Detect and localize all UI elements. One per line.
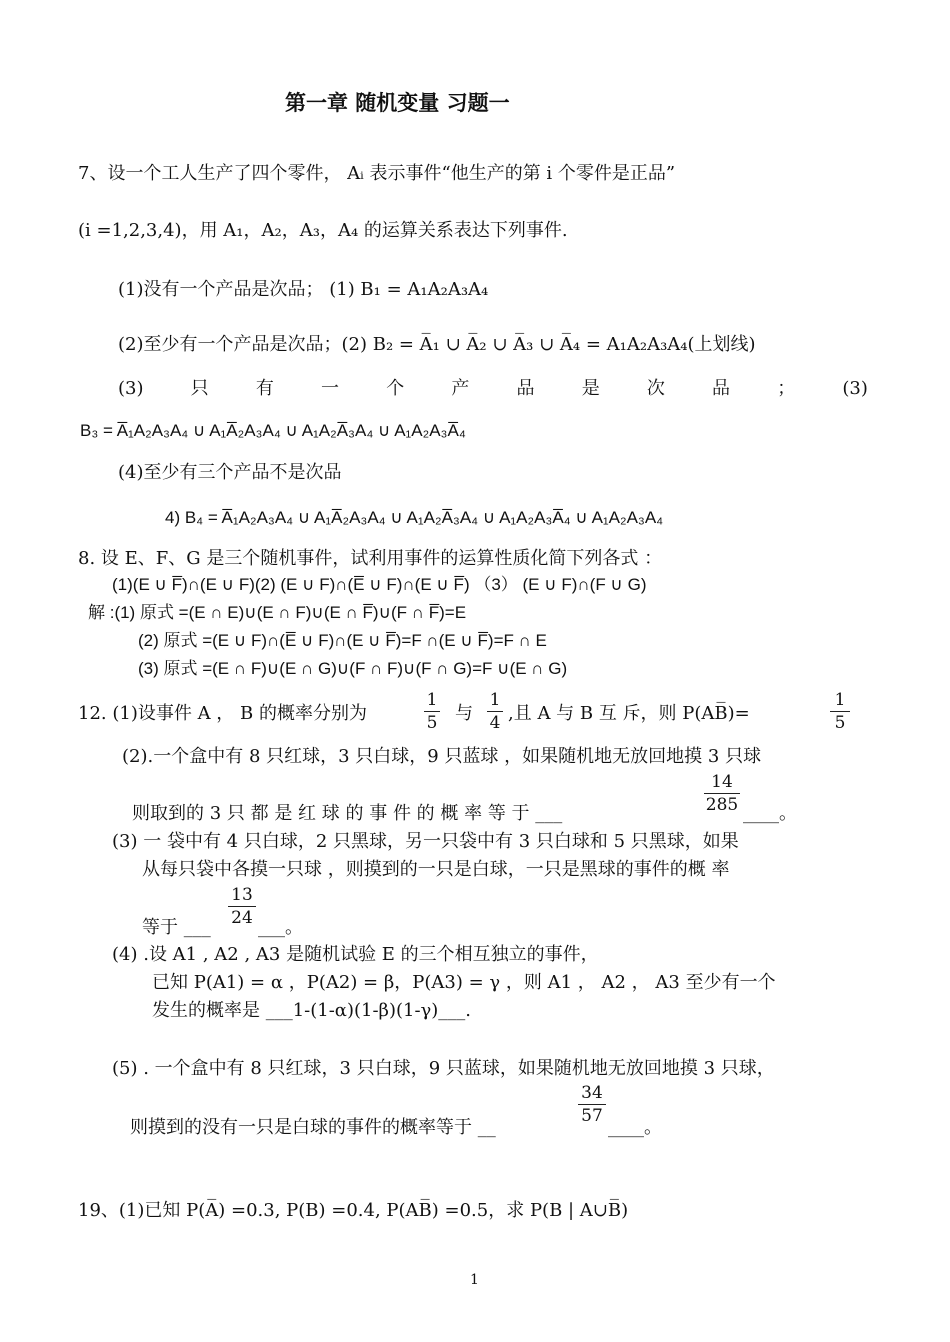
fraction-denominator: 57: [581, 1106, 603, 1126]
q12-p1-text: 12. (1)设事件 A ， B 的概率分别为: [78, 703, 367, 724]
q12-p2-line1: (2).一个盒中有 8 只红球，3 只白球，9 只蓝球 ，如果随机地无放回地摸 3 只球: [122, 746, 762, 767]
fraction-bar: [578, 1104, 606, 1105]
q7-p3-char: 是: [581, 378, 600, 399]
fraction-denominator: 5: [426, 713, 438, 733]
q12-p4-line2: 已知 P(A1) = α ，P(A2) = β，P(A3) = γ ，则 A1 ， A2 ， A3 至少有一个: [152, 972, 776, 993]
q7-line1: 7、设一个工人生产了四个零件， Aᵢ 表示事件“他生产的第 i 个零件是正品”: [78, 163, 676, 184]
fraction-denominator: 24: [231, 908, 253, 928]
q7-p3-char: (3): [118, 378, 144, 399]
page-number: 1: [470, 1272, 479, 1288]
q8-line2: (1)(E ∪ F̅)∩(E ∪ F)(2) (E ∪ F)∩(E̅ ∪ F)∩(E ∪ F̅) （3） (E ∪ F)∩(F ∪ G): [112, 575, 647, 594]
fraction-denominator: 285: [705, 795, 739, 815]
q12-p5-line2: 则摸到的没有一只是白球的事件的概率等于 __: [130, 1117, 496, 1138]
fraction-bar: [704, 793, 740, 794]
q7-p3-char: 个: [386, 378, 405, 399]
fraction-bar: [830, 711, 850, 712]
q7-p3-char: 次: [646, 378, 665, 399]
fraction-answer-2: [704, 772, 740, 815]
q12-p3-line2: 从每只袋中各摸一只球 ，则摸到的一只是白球，一只是黑球的事件的概 率: [142, 859, 730, 880]
q7-part4: (4)至少有三个产品不是次品: [118, 462, 342, 483]
q7-part3-formula: B₃ = A̅₁A₂A₃A₄ ∪ A₁A̅₂A₃A₄ ∪ A₁A₂A̅₃A₄ ∪ A₁A₂A₃A̅₄: [80, 421, 466, 440]
q7-part1: (1)没有一个产品是次品； (1) B₁ = A₁A₂A₃A₄: [118, 279, 489, 300]
fraction-1-4: [487, 690, 503, 733]
q7-p3-char: 品: [516, 378, 535, 399]
q7-part3-spread: [118, 378, 868, 400]
q12-p1-rest: ,且 A 与 B 互 斥，则 P(AB̅)=: [508, 703, 750, 724]
fraction-answer-1: [830, 690, 850, 733]
fraction-bar: [228, 906, 256, 907]
fraction-answer-3: [228, 885, 256, 928]
page-title: 第一章 随机变量 习题一: [285, 91, 510, 115]
q7-p3-char: (3): [842, 378, 868, 399]
fraction-denominator: 4: [489, 713, 501, 733]
q7-p3-char: 一: [321, 378, 340, 399]
fraction-answer-5: [578, 1083, 606, 1126]
fraction-bar: [487, 711, 503, 712]
q12-p2-after: ____。: [743, 803, 797, 824]
fraction-numerator: 1: [426, 690, 438, 710]
q7-p3-char: ；: [777, 378, 796, 399]
fraction-numerator: 14: [711, 772, 733, 792]
q7-p3-char: 产: [451, 378, 470, 399]
q7-p3-char: 只: [190, 378, 209, 399]
q12-p1-and: 与: [455, 703, 473, 724]
fraction-denominator: 5: [834, 713, 846, 733]
q7-p3-char: 品: [712, 378, 731, 399]
fraction-numerator: 1: [489, 690, 501, 710]
fraction-numerator: 13: [231, 885, 253, 905]
fraction-numerator: 1: [834, 690, 846, 710]
q12-p5-after: ____。: [608, 1117, 662, 1138]
q7-part4-formula: 4) B₄ = A̅₁A₂A₃A₄ ∪ A₁A̅₂A₃A₄ ∪ A₁A₂A̅₃A₄ ∪ A₁A₂A₃A̅₄ ∪ A₁A₂A₃A₄: [165, 508, 664, 527]
q12-p3-line3: 等于 ___: [142, 917, 211, 938]
q7-part2: (2)至少有一个产品是次品；(2) B₂ = A̅₁ ∪ A̅₂ ∪ A̅₃ ∪ A̅₄ = A₁A₂A₃A₄(上划线): [118, 334, 756, 355]
fraction-1-5: [424, 690, 440, 733]
q7-p3-char: 有: [255, 378, 274, 399]
q8-line1: 8. 设 E、F、G 是三个随机事件，试利用事件的运算性质化简下列各式 ：: [78, 548, 663, 569]
q8-solution3: (3) 原式 =(E ∩ F)∪(E ∩ G)∪(F ∩ F)∪(F ∩ G)=F ∪(E ∩ G): [138, 659, 568, 678]
q8-solution1: 解 :(1) 原式 =(E ∩ E)∪(E ∩ F)∪(E ∩ F̅)∪(F ∩ F̅)=E: [88, 603, 467, 622]
q12-p5-line1: (5) . 一个盒中有 8 只红球，3 只白球，9 只蓝球，如果随机地无放回地摸 3 只球，: [112, 1058, 775, 1079]
q12-p4-line3: 发生的概率是 ___1-(1-α)(1-β)(1-γ)___.: [152, 1000, 472, 1021]
fraction-bar: [424, 711, 440, 712]
q12-p2-line2: 则取到的 3 只 都 是 红 球 的 事 件 的 概 率 等 于 ___: [132, 803, 563, 824]
q12-p3-after: ___。: [258, 917, 303, 938]
q12-p3-line1: (3) 一 袋中有 4 只白球，2 只黑球，另一只袋中有 3 只白球和 5 只黑球，如果: [112, 831, 739, 852]
q7-line2: (i =1,2,3,4)，用 A₁，A₂，A₃，A₄ 的运算关系表达下列事件.: [78, 220, 568, 241]
fraction-numerator: 34: [581, 1083, 603, 1103]
q19-line1: 19、(1)已知 P(A̅) =0.3, P(B) =0.4, P(AB̅) =0.5，求 P(B | A∪B̅): [78, 1200, 629, 1221]
q8-solution2: (2) 原式 =(E ∪ F)∩(E̅ ∪ F)∩(E ∪ F̅)=F ∩(E ∪ F̅)=F ∩ E: [138, 631, 547, 650]
q12-p4-line1: (4) .设 A1 , A2 , A3 是随机试验 E 的三个相互独立的事件，: [112, 944, 599, 965]
